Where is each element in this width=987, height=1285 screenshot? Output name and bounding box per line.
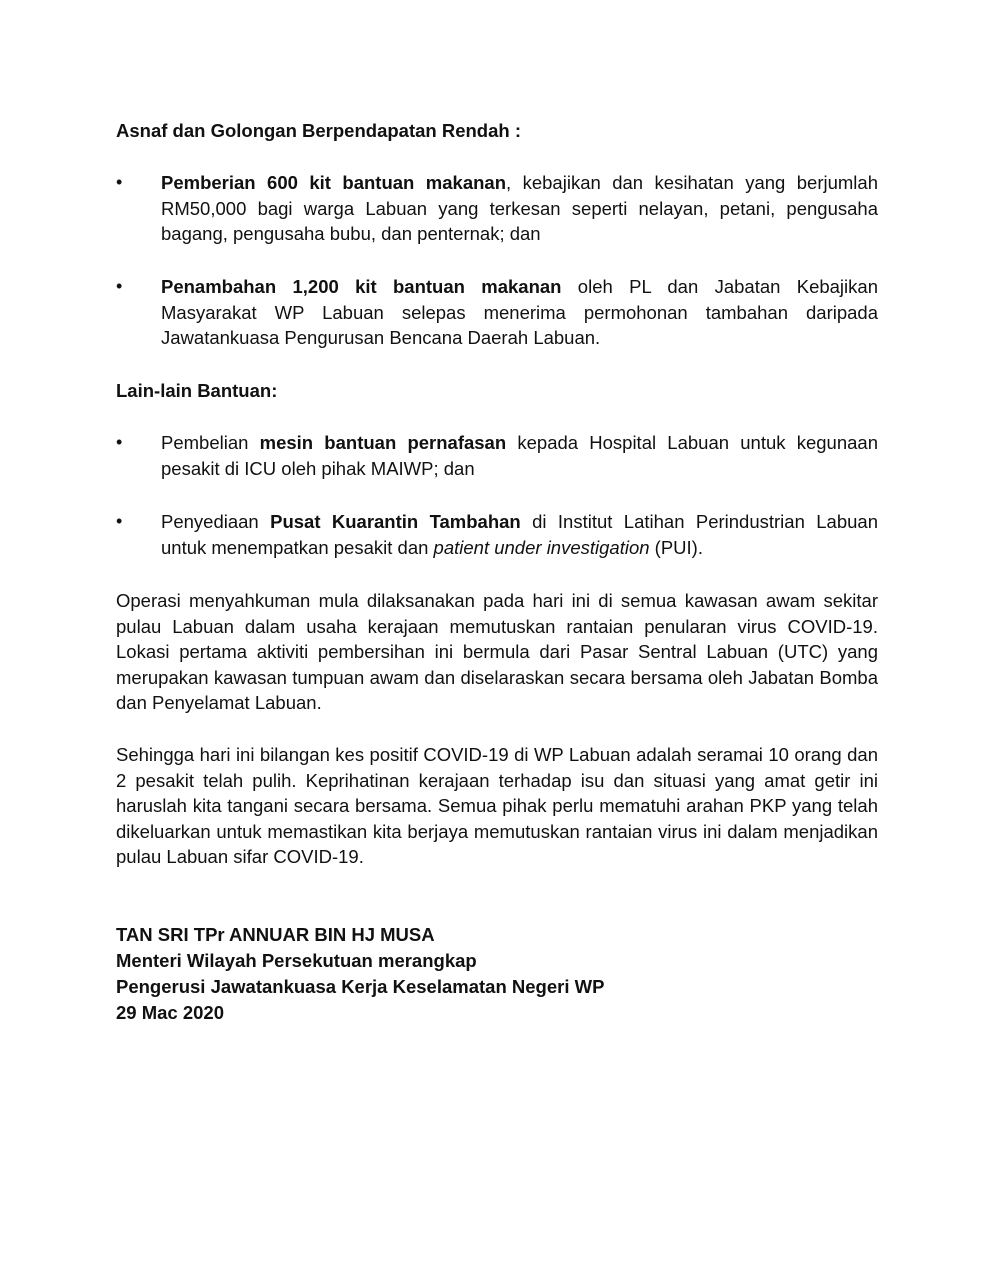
- list-item-rest: kepada Hospital Labuan untuk kegunaan pesakit di ICU oleh pihak MAIWP; dan: [161, 432, 878, 479]
- list-item-rest: (PUI).: [649, 536, 703, 558]
- list-item-bold: mesin bantuan pernafasan: [259, 432, 507, 453]
- paragraph-kes-positif: Sehingga hari ini bilangan kes positif COVID-19 di WP Labuan adalah seramai 10 orang dan 2 pesakit telah pulih. Keprihatinan kerajaan terhadap isu dan situasi yang amat getir ini haruslah kita tangani secara bersama. Semua pihak perlu mematuhi arahan PKP yang telah dikeluarkan untuk memastikan kita berjaya memutuskan rantaian virus ini dalam menjadikan pulau Labuan sifar COVID-19.: [116, 744, 878, 867]
- bullet-icon: •: [116, 432, 123, 452]
- signature-title-2: Pengerusi Jawatankuasa Kerja Keselamatan Negeri WP: [116, 976, 605, 997]
- list-item-rest: oleh PL dan Jabatan Kebajikan Masyarakat WP Labuan selepas menerima permohonan tambahan daripada Jawatankuasa Pengurusan Bencana Daerah Labuan.: [161, 276, 878, 348]
- list-item-text: [161, 170, 878, 247]
- list-item-rest: , kebajikan dan kesihatan yang berjumlah RM50,000 bagi warga Labuan yang terkesan seperti nelayan, petani, pengusaha bagang, pengusaha bubu, dan penternak; dan: [161, 172, 878, 244]
- list-item-pre: Penyediaan: [161, 511, 271, 532]
- list-item-bold: Pusat Kuarantin Tambahan: [270, 511, 521, 532]
- signature-date: 29 Mac 2020: [116, 1002, 225, 1023]
- list-item-italic: patient under investigation: [433, 536, 650, 558]
- list-item-bold: Penambahan 1,200 kit bantuan makanan: [161, 276, 562, 297]
- list-item-text: [161, 274, 878, 351]
- list-item-pre: Pembelian: [161, 432, 260, 453]
- list-item-text: [161, 430, 878, 481]
- bullet-icon: •: [116, 276, 123, 296]
- section-heading-lain-lain: Lain-lain Bantuan:: [116, 380, 278, 401]
- list-item-bold: Pemberian 600 kit bantuan makanan: [161, 172, 507, 193]
- list-item-mid: di Institut Latihan Perindustrian Labuan untuk menempatkan pesakit dan: [161, 511, 878, 558]
- bullet-icon: •: [116, 172, 123, 192]
- section-heading-asnaf: Asnaf dan Golongan Berpendapatan Rendah :: [116, 120, 521, 141]
- signature-title-1: Menteri Wilayah Persekutuan merangkap: [116, 950, 477, 971]
- list-item-text: [161, 509, 878, 560]
- paragraph-operasi: Operasi menyahkuman mula dilaksanakan pada hari ini di semua kawasan awam sekitar pulau Labuan dalam usaha kerajaan memutuskan rantaian penularan virus COVID-19. Lokasi pertama aktiviti pembersihan ini bermula dari Pasar Sentral Labuan (UTC) yang merupakan kawasan tumpuan awam dan diselaraskan secara bersama oleh Jabatan Bomba dan Penyelamat Labuan.: [116, 590, 878, 713]
- bullet-icon: •: [116, 511, 123, 531]
- signature-name: TAN SRI TPr ANNUAR BIN HJ MUSA: [116, 924, 435, 945]
